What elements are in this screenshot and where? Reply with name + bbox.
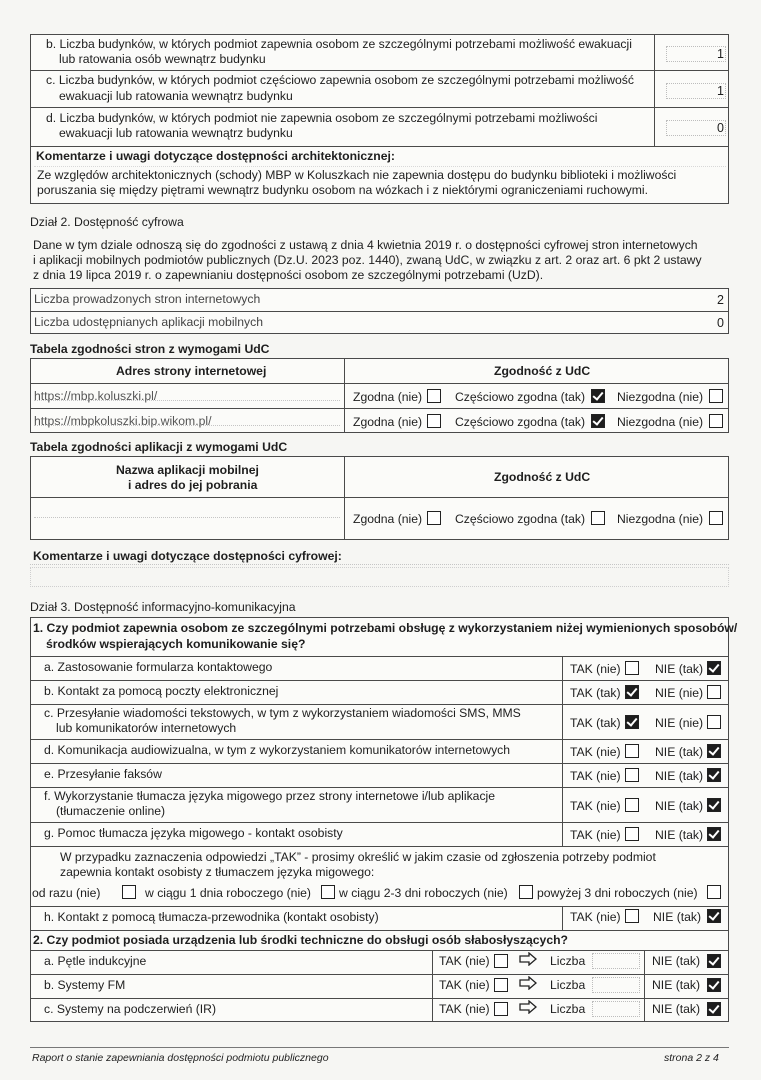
arrow-right-icon [519,976,538,993]
arch-comments-line1[interactable]: Ze względów architektonicznych (schody) MBP w Koluszkach nie zapewnia dostępu do budynku biblioteki i możliwości [37,168,677,182]
arch-row-d-value: 0 [717,121,724,135]
item-text: g. Pomoc tłumacza języka migowego - kontakt osobisty [44,826,343,840]
col-divider [644,974,645,998]
time-option-label: powyżej 3 dni roboczych (nie) [537,886,698,900]
arch-row-c-value: 1 [717,84,724,98]
arch-row-c-text2: ewakuacji lub ratowania wewnątrz budynku [59,89,293,103]
app-czesciowo-checkbox[interactable] [591,511,605,525]
device-count-label: Liczba [550,954,586,968]
device-nie-checkbox[interactable] [707,1002,721,1016]
websites-count-label: Liczba prowadzonych stron internetowych [34,292,261,306]
item-text-2: lub komunikatorów internetowych [56,721,237,735]
item-text: e. Przesyłanie faksów [44,767,162,781]
row-divider [30,704,729,705]
item-tak-checkbox[interactable] [625,827,639,841]
arch-row-d-text: d. Liczba budynków, w których podmiot nie zapewnia osobom ze szczególnymi potrzebami możliwości [46,111,598,125]
footer-right: strona 2 z 4 [664,1052,719,1064]
digital-intro-1: Dane w tym dziale odnoszą się do zgodności z ustawą z dnia 4 kwietnia 2019 r. o dostępności cyfrowej stron internetowych [33,238,698,252]
app-niezgodna-checkbox[interactable] [709,511,723,525]
col-divider [562,704,563,739]
item-text: d. Komunikacja audiowizualna, w tym z wykorzystaniem komunikatorów internetowych [44,743,511,757]
apps-count-label: Liczba udostępnianych aplikacji mobilnych [34,315,263,329]
item-tak-label: TAK (nie) [570,769,621,783]
device-nie-label: NIE (tak) [652,978,701,992]
row-divider [30,846,729,847]
item-nie-label: NIE (tak) [655,662,704,676]
device-label: c. Systemy na podczerwień (IR) [44,1002,217,1016]
row-divider [30,739,729,740]
item-nie-label: NIE (tak) [655,799,704,813]
device-count-label: Liczba [550,978,586,992]
arch-comments-label: Komentarze i uwagi dotyczące dostępności architektonicznej: [36,149,395,163]
item-text-2: (tłumaczenie online) [56,804,166,818]
time-option-checkbox[interactable] [707,885,721,899]
device-count-field[interactable] [592,1001,640,1017]
device-tak-checkbox[interactable] [494,1002,508,1016]
arch-row-c-text: c. Liczba budynków, w których podmiot częściowo zapewnia osobom ze szczególnymi potrzebami możliwość [46,73,634,87]
col-divider [432,998,433,1022]
row-divider [30,787,729,788]
time-option-checkbox[interactable] [122,885,136,899]
item-tak-checkbox[interactable] [625,685,639,699]
col-divider [432,950,433,974]
device-label: a. Pętle indukcyjne [44,954,147,968]
device-count-field[interactable] [592,953,640,969]
app-col-name-2: i adres do jej pobrania [128,478,258,492]
item-nie-checkbox[interactable] [707,744,721,758]
web-col-compliance: Zgodność z UdC [494,364,591,378]
col-divider [562,656,563,680]
app-col-name-1: Nazwa aplikacji mobilnej [116,463,259,477]
item-h-tak-label: TAK (nie) [570,910,621,924]
item-tak-label: TAK (tak) [570,686,621,700]
item-text: f. Wykorzystanie tłumacza języka migowego przez strony internetowe i/lub aplikacje [44,789,496,803]
device-tak-label: TAK (nie) [439,1002,490,1016]
followup-text-2: zapewnia kontakt osobisty z tłumaczem języka migowego: [60,865,375,879]
item-nie-checkbox[interactable] [707,685,721,699]
row-divider [30,822,729,823]
device-nie-label: NIE (tak) [652,954,701,968]
app-table-title: Tabela zgodności aplikacji z wymogami UdC [30,440,288,454]
device-label: b. Systemy FM [44,978,126,992]
site-opt-zgodna: Zgodna (nie) [353,415,423,429]
col-divider [562,680,563,704]
item-text: a. Zastosowanie formularza kontaktowego [44,660,273,674]
app-zgodna-checkbox[interactable] [427,511,441,525]
arch-row-b-text: b. Liczba budynków, w których podmiot zapewnia osobom ze szczególnymi potrzebami możliwość ewakuacji [46,37,632,51]
site-opt-zgodna: Zgodna (nie) [353,390,423,404]
arch-row-b-text2: lub ratowania osób wewnątrz budynku [59,52,266,66]
q1-text-1: 1. Czy podmiot zapewnia osobom ze szczególnymi potrzebami obsługę z wykorzystaniem niżej wymienionych sposobów/ [33,621,738,635]
col-divider [644,950,645,974]
apps-count-value[interactable]: 0 [717,316,724,330]
web-col-address: Adres strony internetowej [116,364,267,378]
item-nie-label: NIE (tak) [655,745,704,759]
time-option-checkbox[interactable] [321,885,335,899]
digital-intro-3: z dnia 19 lipca 2019 r. o zapewnianiu dostępności osobom ze szczególnymi potrzebami (UzD). [33,268,544,282]
item-nie-label: NIE (tak) [655,769,704,783]
footer-left: Raport o stanie zapewniania dostępności podmiotu publicznego [32,1052,329,1064]
item-tak-checkbox[interactable] [625,768,639,782]
section-2-title: Dział 2. Dostępność cyfrowa [30,215,184,229]
item-nie-checkbox[interactable] [707,661,721,675]
app-col-compliance: Zgodność z UdC [494,470,591,484]
col-divider [562,763,563,787]
col-divider [562,739,563,763]
web-table-title: Tabela zgodności stron z wymogami UdC [30,342,270,356]
site-czesciowo-checkbox[interactable] [591,389,605,403]
time-option-checkbox[interactable] [519,885,533,899]
device-tak-label: TAK (nie) [439,978,490,992]
device-count-label: Liczba [550,1002,586,1016]
site-url[interactable]: https://mbpkoluszki.bip.wikom.pl/ [34,414,212,428]
site-niezgodna-checkbox[interactable] [709,389,723,403]
site-zgodna-checkbox[interactable] [427,389,441,403]
followup-text-1: W przypadku zaznaczenia odpowiedzi „TAK” - prosimy określić w jakim czasie od zgłoszenia potrzeby podmiot [60,850,656,864]
arch-row-b-value: 1 [717,47,724,61]
item-tak-label: TAK (nie) [570,799,621,813]
app-opt-niezgodna: Niezgodna (nie) [617,512,704,526]
item-h-text: h. Kontakt z pomocą tłumacza-przewodnika (kontakt osobisty) [44,910,379,924]
time-option-label: od razu (nie) [32,886,101,900]
device-tak-checkbox[interactable] [494,954,508,968]
device-nie-checkbox[interactable] [707,978,721,992]
item-nie-checkbox[interactable] [707,715,721,729]
section-3-title: Dział 3. Dostępność informacyjno-komunikacyjna [30,600,296,614]
arrow-right-icon [519,952,538,969]
item-tak-label: TAK (nie) [570,745,621,759]
app-opt-zgodna: Zgodna (nie) [353,512,423,526]
row-divider [30,763,729,764]
site-zgodna-checkbox[interactable] [427,414,441,428]
app-opt-czesciowo: Częściowo zgodna (tak) [455,512,586,526]
col-divider [644,998,645,1022]
site-opt-niezgodna: Niezgodna (nie) [617,415,704,429]
item-nie-label: NIE (nie) [655,716,704,730]
digital-comments-field[interactable] [30,567,729,587]
item-tak-label: TAK (tak) [570,716,621,730]
time-option-label: w ciągu 2-3 dni roboczych (nie) [339,886,508,900]
item-tak-checkbox[interactable] [625,798,639,812]
item-h-tak-checkbox[interactable] [625,909,639,923]
arch-row-d-text2: ewakuacji lub ratowania wewnątrz budynku [59,126,293,140]
site-niezgodna-checkbox[interactable] [709,414,723,428]
site-czesciowo-checkbox[interactable] [591,414,605,428]
app-name-field[interactable] [34,517,340,518]
item-tak-checkbox[interactable] [625,715,639,729]
digital-comments-label: Komentarze i uwagi dotyczące dostępności cyfrowej: [33,549,342,563]
item-tak-label: TAK (nie) [570,828,621,842]
arrow-right-icon [519,1000,538,1017]
item-nie-label: NIE (tak) [655,828,704,842]
item-h-nie-label: NIE (tak) [653,910,702,924]
q1-text-2: środków wspierających komunikowanie się? [46,637,306,651]
digital-intro-2: i aplikacji mobilnych podmiotów publicznych (Dz.U. 2023 poz. 1440), zwaną UdC, w związku z art. 2 oraz art. 6 pkt 2 ustawy [33,253,702,267]
col-divider [432,974,433,998]
col-divider [562,787,563,822]
row-divider [30,998,729,999]
websites-count-value[interactable]: 2 [717,293,724,307]
device-nie-label: NIE (tak) [652,1002,701,1016]
device-tak-checkbox[interactable] [494,978,508,992]
item-nie-checkbox[interactable] [707,827,721,841]
site-opt-niezgodna: Niezgodna (nie) [617,390,704,404]
site-url[interactable]: https://mbp.koluszki.pl/ [34,389,158,403]
site-opt-czesciowo: Częściowo zgodna (tak) [455,390,586,404]
item-nie-checkbox[interactable] [707,768,721,782]
row-divider [30,974,729,975]
item-nie-label: NIE (nie) [655,686,704,700]
item-tak-checkbox[interactable] [625,744,639,758]
item-tak-label: TAK (nie) [570,662,621,676]
item-tak-checkbox[interactable] [625,661,639,675]
col-divider [562,822,563,846]
item-h-nie-checkbox[interactable] [707,909,721,923]
q2-text: 2. Czy podmiot posiada urządzenia lub środki techniczne do obsługi osób słabosłyszących? [33,933,568,947]
item-text: b. Kontakt za pomocą poczty elektronicznej [44,684,279,698]
item-nie-checkbox[interactable] [707,798,721,812]
device-count-field[interactable] [592,977,640,993]
arch-comments-line2[interactable]: poruszania się między piętrami wewnątrz budynku osobom na wózkach i z niektórymi ograniczeniami ruchowymi. [37,183,648,197]
item-text: c. Przesyłanie wiadomości tekstowych, w tym z wykorzystaniem wiadomości SMS, MMS [44,706,521,720]
site-opt-czesciowo: Częściowo zgodna (tak) [455,415,586,429]
device-nie-checkbox[interactable] [707,954,721,968]
device-tak-label: TAK (nie) [439,954,490,968]
row-divider [30,680,729,681]
time-option-label: w ciągu 1 dnia roboczego (nie) [145,886,311,900]
